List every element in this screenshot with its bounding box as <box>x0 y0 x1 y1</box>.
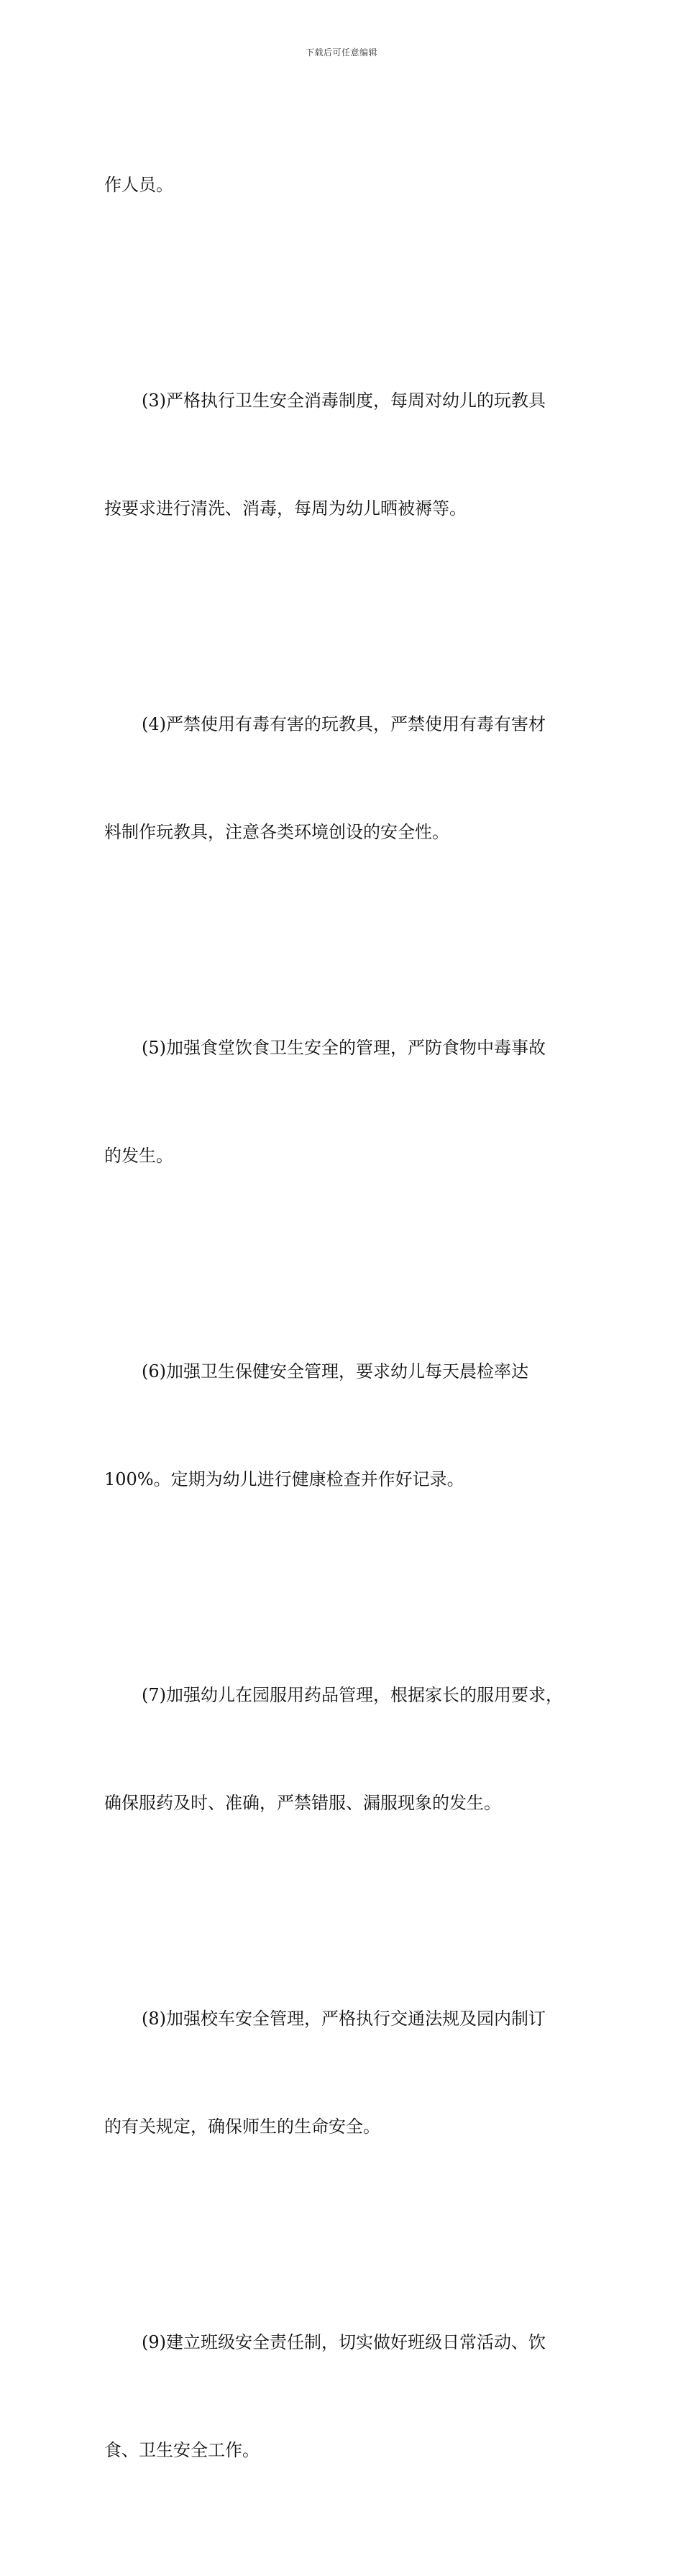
text-line: (4)严禁使用有毒有害的玩教具，严禁使用有毒有害材 <box>142 714 546 734</box>
text-line: (3)严格执行卫生安全消毒制度，每周对幼儿的玩教具 <box>142 390 546 411</box>
text-line: 的有关规定，确保师生的生命安全。 <box>104 2116 380 2137</box>
page-header: 下载后可任意编辑 <box>305 47 377 58</box>
text-line: (5)加强食堂饮食卫生安全的管理，严防食物中毒事故 <box>142 1038 546 1058</box>
paragraph-item-5 <box>104 958 582 1246</box>
text-line: 100%。定期为幼儿进行健康检查并作好记录。 <box>104 1469 464 1489</box>
text-line: (8)加强校车安全管理，严格执行交通法规及园内制订 <box>142 2009 546 2029</box>
paragraph-continuation <box>104 95 582 275</box>
text-line: (6)加强卫生保健安全管理，要求幼儿每天晨检率达 <box>142 1361 528 1381</box>
text-line: 确保服药及时、准确，严禁错服、漏服现象的发生。 <box>104 1793 501 1813</box>
paragraph-item-6 <box>104 1282 582 1569</box>
text-line: (7)加强幼儿在园服用药品管理，根据家长的服用要求， <box>142 1685 563 1705</box>
text-line: 食、卫生安全工作。 <box>104 2440 260 2460</box>
paragraph-item-4 <box>104 634 582 922</box>
text-line: 料制作玩教具，注意各类环境创设的安全性。 <box>104 822 449 842</box>
paragraph-item-7 <box>104 1605 582 1893</box>
text-line: 的发生。 <box>104 1146 173 1166</box>
paragraph-item-8 <box>104 1929 582 2216</box>
text-line: (9)建立班级安全责任制，切实做好班级日常活动、饮 <box>142 2332 546 2352</box>
text-line: 按要求进行清洗、消毒，每周为幼儿晒被褥等。 <box>104 498 467 519</box>
paragraph-item-3 <box>104 311 582 598</box>
document-body <box>104 95 582 2576</box>
text-line: 作人员。 <box>104 175 173 195</box>
paragraph-item-9 <box>104 2252 582 2540</box>
